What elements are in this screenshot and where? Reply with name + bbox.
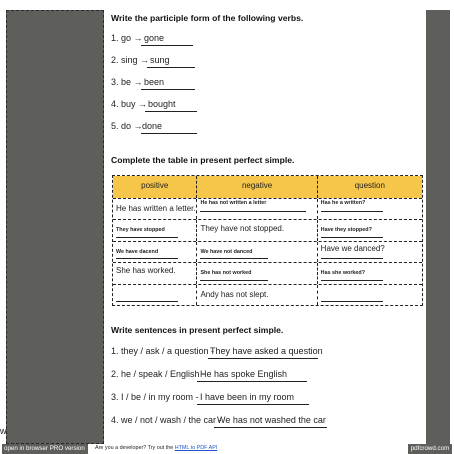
sentence-prompt: 2. he / speak / English -	[111, 369, 206, 379]
verb-prompt: 4. buy →	[111, 99, 148, 109]
cell-text: We have dacend	[116, 248, 159, 255]
section3-heading: Write sentences in present perfect simple.	[111, 325, 284, 335]
sentence-item-2	[111, 369, 288, 381]
sentence-answer[interactable]: He has spoke English	[200, 369, 288, 379]
sentence-prompt: 1. they / ask / a question -	[111, 346, 215, 356]
verb-item-1	[111, 33, 165, 45]
section1-heading: Write the participle form of the following verbs.	[111, 13, 304, 23]
promo-text	[95, 445, 217, 451]
verb-answer[interactable]: sung	[150, 55, 170, 65]
cell-text: Has she worked?	[320, 270, 366, 276]
answer-line	[141, 89, 195, 90]
table-cell[interactable]	[196, 263, 316, 284]
verb-prompt: 5. do →	[111, 121, 143, 131]
answer-line	[116, 301, 178, 302]
sentence-prompt: 3. I / be / in my room -	[111, 392, 199, 402]
verb-answer[interactable]: gone	[144, 33, 165, 43]
table-row	[113, 219, 422, 241]
table-row	[113, 284, 422, 306]
verb-prompt: 1. go →	[111, 33, 143, 43]
answer-line	[214, 427, 327, 428]
table-cell[interactable]	[196, 242, 316, 263]
sentence-answer[interactable]: They have asked a question	[210, 346, 323, 356]
table-cell[interactable]	[317, 285, 422, 306]
open-in-browser-button[interactable]: open in browser PRO version	[2, 444, 88, 454]
cell-text: Have we danced?	[320, 243, 385, 253]
verb-prompt: 2. sing →	[111, 55, 150, 65]
header-question: question	[317, 176, 422, 198]
truncated-letter: w	[0, 426, 7, 436]
table-cell[interactable]	[113, 263, 196, 284]
answer-line	[116, 237, 178, 238]
promo-label: Are you a developer? Try out the	[95, 445, 174, 451]
verb-item-4	[111, 99, 176, 111]
answer-line	[145, 111, 197, 112]
answer-line	[141, 133, 197, 134]
left-margin-panel	[6, 10, 104, 444]
cell-text: She has not worked	[200, 270, 252, 276]
table-cell[interactable]	[113, 285, 196, 306]
cell-text: Andy has not slept.	[200, 289, 269, 299]
verb-answer[interactable]: done	[142, 121, 163, 131]
sentence-answer[interactable]: I have been in my room	[200, 392, 295, 402]
answer-line	[200, 280, 268, 281]
section2-heading: Complete the table in present perfect simple.	[111, 155, 295, 165]
header-positive: positive	[141, 181, 169, 190]
answer-line	[321, 258, 383, 259]
answer-line	[197, 404, 309, 405]
sentence-item-3	[111, 392, 295, 404]
table-cell[interactable]	[196, 199, 316, 220]
sentence-item-1	[111, 346, 323, 358]
answer-line	[116, 258, 178, 259]
cell-text: She has worked.	[116, 266, 176, 275]
table-cell[interactable]	[113, 242, 196, 263]
answer-line	[321, 237, 383, 238]
table-cell[interactable]	[113, 199, 196, 220]
answer-line	[321, 301, 383, 302]
right-margin-panel	[426, 10, 450, 444]
pdfcrowd-brand-link[interactable]: pdfcrowd.com	[408, 444, 452, 454]
answer-line	[141, 45, 193, 46]
table-row	[113, 262, 422, 284]
sentence-answer[interactable]: We has not washed the car	[217, 415, 326, 425]
table-cell[interactable]	[196, 285, 316, 306]
table-row	[113, 241, 422, 263]
table-cell[interactable]	[317, 263, 422, 284]
worksheet-page	[104, 0, 426, 444]
sentence-item-4	[111, 415, 326, 427]
verb-answer[interactable]: bought	[148, 99, 176, 109]
table-cell[interactable]	[317, 199, 422, 220]
header-negative: negative	[196, 176, 316, 198]
table-cell[interactable]	[317, 220, 422, 241]
present-perfect-table	[112, 175, 423, 306]
verb-prompt: 3. be →	[111, 77, 143, 87]
sentence-prompt: 4. we / not / wash / the car -	[111, 415, 222, 425]
answer-line	[208, 358, 318, 359]
cell-text: We have not danced	[200, 248, 253, 255]
answer-line	[321, 280, 383, 281]
cell-text: They have not stopped.	[200, 224, 285, 233]
cell-text: Has he a written?	[320, 199, 366, 206]
pdfcrowd-footer	[0, 444, 454, 454]
verb-item-2	[111, 55, 170, 67]
cell-text: Have they stopped?	[320, 227, 372, 233]
answer-line	[197, 381, 307, 382]
cell-text: They have stopped	[116, 227, 165, 233]
verb-item-3	[111, 77, 165, 89]
cell-text: He has not written a letter	[200, 199, 267, 206]
answer-line	[321, 211, 383, 212]
verb-item-5	[111, 121, 163, 133]
html-to-pdf-link[interactable]: HTML to PDF API	[174, 445, 218, 451]
answer-line	[200, 258, 268, 259]
table-cell[interactable]	[196, 220, 316, 241]
answer-line	[147, 67, 195, 68]
table-cell[interactable]	[317, 242, 422, 263]
cell-text: He has written a letter.	[116, 203, 196, 213]
table-header-row	[113, 176, 422, 198]
answer-line	[200, 211, 306, 212]
table-row	[113, 198, 422, 220]
table-cell[interactable]	[113, 220, 196, 241]
verb-answer[interactable]: been	[144, 77, 165, 87]
